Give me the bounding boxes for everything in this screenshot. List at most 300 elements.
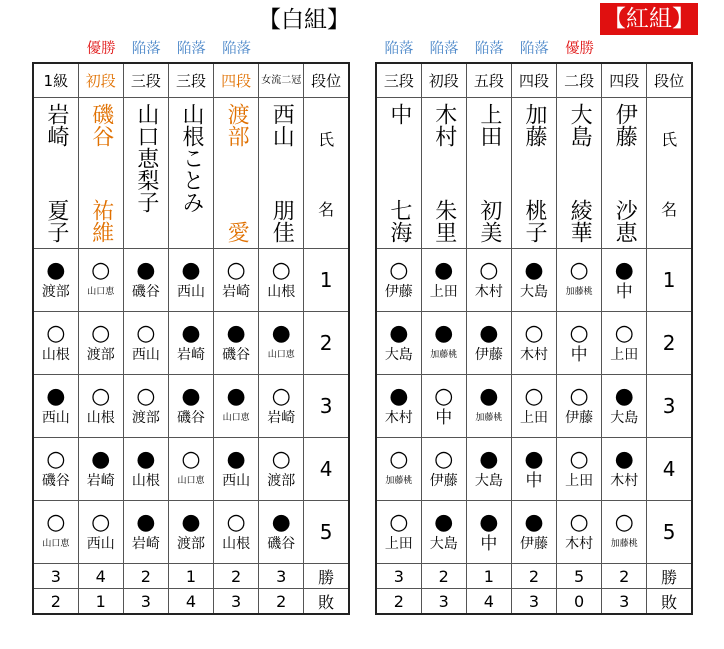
opponent-name: 渡部 [41,284,70,300]
win-mark-icon: ○ [91,321,111,346]
player-name-stack [124,99,168,247]
player-name-stack [422,99,466,247]
name-label-top: 氏 [661,129,678,149]
win-mark-icon: ○ [389,510,409,535]
win-mark-icon: ○ [46,321,66,346]
round-row [376,501,692,564]
result-cell [168,312,213,375]
opponent-name: 伊藤 [429,473,458,489]
wins-count: 3 [376,564,421,589]
result-cell [259,501,304,564]
player-rank: 初段 [421,63,466,98]
player-given-name: 夏子 [43,199,69,243]
opponent-name: 中 [525,471,543,491]
opponent-name: 中 [615,282,633,302]
player-name-stack [34,99,78,247]
name-label-bottom: 名 [318,199,335,219]
result-cell [123,312,168,375]
result-cell [33,249,78,312]
player-name [78,98,123,249]
player-family-name: 加藤 [521,103,547,147]
player-name-stack [557,99,601,247]
player-name [466,98,511,249]
opponent-name: 山口恵 [42,539,70,549]
result-cell [557,312,602,375]
player-name [259,98,304,249]
loss-mark-icon: ● [271,510,291,535]
player-name-stack [602,99,646,247]
name-label-top: 氏 [318,129,335,149]
opponent-name: 加藤桃 [610,539,638,549]
win-mark-icon: ○ [226,258,246,283]
player-family-name: 木村 [431,103,457,147]
opponent-name: 木村 [610,473,639,489]
player-rank: 四段 [214,63,259,98]
round-number: 5 [304,501,349,564]
status-label: 陥落 [474,41,504,57]
opponent-name: 山根 [86,410,115,426]
loss-mark-icon: ● [136,258,156,283]
player-name [511,98,556,249]
player-rank: 三段 [376,63,421,98]
player-name [168,98,213,249]
player-family-name: 大島 [567,103,593,147]
rank-header-row [33,63,349,98]
opponent-name: 磯谷 [267,536,296,552]
result-cell [421,438,466,501]
loss-mark-icon: ● [479,321,499,346]
wins-count: 3 [33,564,78,589]
rank-header-label: 段位 [304,63,349,98]
round-row [376,375,692,438]
name-label [304,103,348,243]
win-mark-icon: ○ [389,447,409,472]
name-header-label [304,98,349,249]
round-row [376,438,692,501]
rank-header-label: 段位 [647,63,692,98]
wins-count: 3 [259,564,304,589]
player-family-name: 山根ことみ [178,103,204,213]
result-cell [421,249,466,312]
result-cell [123,501,168,564]
opponent-name: 中 [570,345,588,365]
player-given-name: 沙恵 [612,199,638,243]
opponent-name: 西山 [86,536,115,552]
loss-mark-icon: ● [181,258,201,283]
player-name [557,98,602,249]
opponent-name: 上田 [429,284,458,300]
loss-mark-icon: ● [46,384,66,409]
result-cell [511,501,556,564]
loss-mark-icon: ● [91,447,111,472]
round-number: 4 [304,438,349,501]
result-cell [421,501,466,564]
opponent-name: 岩崎 [86,473,115,489]
result-cell [376,312,421,375]
result-cell [602,312,647,375]
loss-mark-icon: ● [181,384,201,409]
red-status-row [375,38,691,60]
win-mark-icon: ○ [136,321,156,346]
result-cell [376,438,421,501]
player-name-stack [512,99,556,247]
result-cell [123,438,168,501]
opponent-name: 磯谷 [222,347,251,363]
opponent-name: 伊藤 [474,347,503,363]
player-given-name: 綾華 [567,199,593,243]
win-mark-icon: ○ [524,384,544,409]
result-cell [214,438,259,501]
rank-header-row [376,63,692,98]
player-rank: 女流二冠 [259,63,304,98]
result-cell [78,375,123,438]
result-cell [466,501,511,564]
result-cell [466,249,511,312]
result-cell [602,438,647,501]
losses-count: 2 [376,589,421,615]
round-number: 1 [647,249,692,312]
loss-mark-icon: ● [389,384,409,409]
loss-mark-icon: ● [389,321,409,346]
win-mark-icon: ○ [181,447,201,472]
player-given-name: 初美 [476,199,502,243]
loss-mark-icon: ● [479,384,499,409]
name-header-label [647,98,692,249]
player-family-name: 伊藤 [612,103,638,147]
result-cell [557,375,602,438]
opponent-name: 磯谷 [176,410,205,426]
win-mark-icon: ○ [226,510,246,535]
win-mark-icon: ○ [46,447,66,472]
white-group-title: 【白組】 [258,7,350,33]
player-family-name: 磯谷 [88,103,114,147]
result-cell [214,312,259,375]
losses-count: 2 [33,589,78,615]
player-name [33,98,78,249]
result-cell [376,249,421,312]
loss-mark-icon: ● [136,510,156,535]
opponent-name: 加藤桃 [475,413,503,423]
result-cell [557,501,602,564]
round-row [376,312,692,375]
losses-count: 3 [602,589,647,615]
wins-count: 2 [511,564,556,589]
status-label: 陥落 [519,41,549,57]
player-rank: 三段 [123,63,168,98]
player-given-name: 朱里 [431,199,457,243]
opponent-name: 木村 [384,410,413,426]
losses-row [376,589,692,615]
loss-mark-icon: ● [136,447,156,472]
loss-mark-icon: ● [524,510,544,535]
result-cell [557,249,602,312]
wins-row-label: 勝 [304,564,349,589]
red-group-title: 【紅組】 [600,3,698,35]
opponent-name: 大島 [429,536,458,552]
name-label [647,103,691,243]
opponent-name: 岩崎 [131,536,160,552]
win-mark-icon: ○ [91,258,111,283]
opponent-name: 伊藤 [519,536,548,552]
opponent-name: 大島 [519,284,548,300]
result-cell [511,375,556,438]
win-mark-icon: ○ [91,384,111,409]
loss-mark-icon: ● [226,447,246,472]
red-group-table [375,62,693,615]
name-row [376,98,692,249]
name-label-bottom: 名 [661,199,678,219]
wins-row [33,564,349,589]
result-cell [78,501,123,564]
white-group-table [32,62,350,615]
opponent-name: 木村 [565,536,594,552]
opponent-name: 渡部 [267,473,296,489]
opponent-name: 岩崎 [267,410,296,426]
loss-mark-icon: ● [434,510,454,535]
opponent-name: 磯谷 [41,473,70,489]
player-name [123,98,168,249]
opponent-name: 磯谷 [131,284,160,300]
win-mark-icon: ○ [271,258,291,283]
opponent-name: 木村 [519,347,548,363]
status-label: 陥落 [384,41,414,57]
loss-mark-icon: ● [524,258,544,283]
player-name-stack [169,99,213,247]
result-cell [511,249,556,312]
result-cell [214,375,259,438]
opponent-name: 山根 [131,473,160,489]
losses-row [33,589,349,615]
player-rank: 二段 [557,63,602,98]
name-row [33,98,349,249]
round-row [33,501,349,564]
result-cell [214,249,259,312]
win-mark-icon: ○ [389,258,409,283]
win-mark-icon: ○ [569,384,589,409]
player-family-name: 渡部 [224,103,250,147]
status-label: 陥落 [176,41,206,57]
player-name-stack [377,99,421,247]
player-name [602,98,647,249]
opponent-name: 山根 [41,347,70,363]
wins-row-label: 勝 [647,564,692,589]
win-mark-icon: ○ [91,510,111,535]
result-cell [259,438,304,501]
win-mark-icon: ○ [524,321,544,346]
player-rank: 五段 [466,63,511,98]
opponent-name: 中 [480,534,498,554]
opponent-name: 山口恵 [87,287,115,297]
player-family-name: 上田 [476,103,502,147]
loss-mark-icon: ● [614,384,634,409]
player-name [214,98,259,249]
opponent-name: 加藤桃 [565,287,593,297]
result-cell [421,312,466,375]
round-row [33,312,349,375]
round-row [33,438,349,501]
win-mark-icon: ○ [479,258,499,283]
opponent-name: 上田 [384,536,413,552]
opponent-name: 西山 [222,473,251,489]
opponent-name: 山根 [267,284,296,300]
player-name [421,98,466,249]
opponent-name: 山口恵 [222,413,250,423]
player-name-stack [214,99,258,247]
result-cell [602,375,647,438]
result-cell [168,501,213,564]
losses-count: 0 [557,589,602,615]
wins-count: 5 [557,564,602,589]
result-cell [602,249,647,312]
opponent-name: 木村 [474,284,503,300]
status-label: 陥落 [429,41,459,57]
win-mark-icon: ○ [271,447,291,472]
losses-row-label: 敗 [304,589,349,615]
wins-row [376,564,692,589]
loss-mark-icon: ● [181,510,201,535]
result-cell [33,312,78,375]
player-name-stack [467,99,511,247]
result-cell [168,249,213,312]
loss-mark-icon: ● [271,321,291,346]
player-family-name: 西山 [269,103,295,147]
round-number: 2 [647,312,692,375]
result-cell [376,375,421,438]
player-rank: 1級 [33,63,78,98]
losses-count: 4 [466,589,511,615]
opponent-name: 中 [435,408,453,428]
opponent-name: 西山 [41,410,70,426]
player-given-name: 祐維 [88,199,114,243]
win-mark-icon: ○ [46,510,66,535]
opponent-name: 西山 [176,284,205,300]
result-cell [259,312,304,375]
white-status-row [32,38,348,60]
result-cell [214,501,259,564]
result-cell [259,249,304,312]
player-family-name: 岩崎 [43,103,69,147]
round-row [376,249,692,312]
result-cell [466,375,511,438]
losses-count: 1 [78,589,123,615]
opponent-name: 上田 [519,410,548,426]
loss-mark-icon: ● [524,447,544,472]
round-number: 3 [304,375,349,438]
loss-mark-icon: ● [614,447,634,472]
opponent-name: 山根 [222,536,251,552]
opponent-name: 伊藤 [384,284,413,300]
opponent-name: 岩崎 [222,284,251,300]
wins-count: 2 [123,564,168,589]
result-cell [123,375,168,438]
losses-count: 3 [421,589,466,615]
player-given-name: 七海 [386,199,412,243]
win-mark-icon: ○ [434,384,454,409]
player-given-name: 愛 [224,221,250,243]
result-cell [78,438,123,501]
wins-count: 1 [466,564,511,589]
player-rank: 初段 [78,63,123,98]
player-given-name: 朋佳 [269,199,295,243]
opponent-name: 加藤桃 [430,350,458,360]
wins-count: 4 [78,564,123,589]
opponent-name: 伊藤 [565,410,594,426]
result-cell [33,438,78,501]
win-mark-icon: ○ [614,321,634,346]
loss-mark-icon: ● [434,258,454,283]
round-number: 3 [647,375,692,438]
opponent-name: 渡部 [86,347,115,363]
round-number: 4 [647,438,692,501]
loss-mark-icon: ● [479,510,499,535]
player-rank: 三段 [168,63,213,98]
losses-count: 2 [259,589,304,615]
opponent-name: 渡部 [131,410,160,426]
win-mark-icon: ○ [614,510,634,535]
win-mark-icon: ○ [569,447,589,472]
result-cell [466,438,511,501]
player-rank: 四段 [602,63,647,98]
result-cell [168,375,213,438]
result-cell [33,375,78,438]
opponent-name: 渡部 [176,536,205,552]
win-mark-icon: ○ [569,258,589,283]
opponent-name: 岩崎 [176,347,205,363]
round-row [33,249,349,312]
round-number: 1 [304,249,349,312]
result-cell [466,312,511,375]
opponent-name: 山口恵 [267,350,295,360]
win-mark-icon: ○ [569,510,589,535]
opponent-name: 大島 [610,410,639,426]
result-cell [421,375,466,438]
opponent-name: 西山 [131,347,160,363]
opponent-name: 大島 [384,347,413,363]
loss-mark-icon: ● [226,384,246,409]
player-name [376,98,421,249]
win-mark-icon: ○ [569,321,589,346]
result-cell [33,501,78,564]
loss-mark-icon: ● [46,258,66,283]
wins-count: 2 [602,564,647,589]
result-cell [123,249,168,312]
losses-count: 4 [168,589,213,615]
loss-mark-icon: ● [226,321,246,346]
loss-mark-icon: ● [479,447,499,472]
result-cell [78,249,123,312]
status-label: 陥落 [131,41,161,57]
losses-count: 3 [214,589,259,615]
result-cell [376,501,421,564]
result-cell [168,438,213,501]
loss-mark-icon: ● [614,258,634,283]
result-cell [259,375,304,438]
opponent-name: 大島 [474,473,503,489]
loss-mark-icon: ● [181,321,201,346]
player-family-name: 山口恵梨子 [133,103,159,213]
wins-count: 1 [168,564,213,589]
player-family-name: 中 [386,103,412,125]
losses-count: 3 [123,589,168,615]
wins-count: 2 [214,564,259,589]
result-cell [511,438,556,501]
result-cell [557,438,602,501]
round-number: 5 [647,501,692,564]
opponent-name: 上田 [610,347,639,363]
player-name-stack [259,99,303,247]
status-label: 陥落 [222,41,252,57]
player-given-name: 桃子 [521,199,547,243]
